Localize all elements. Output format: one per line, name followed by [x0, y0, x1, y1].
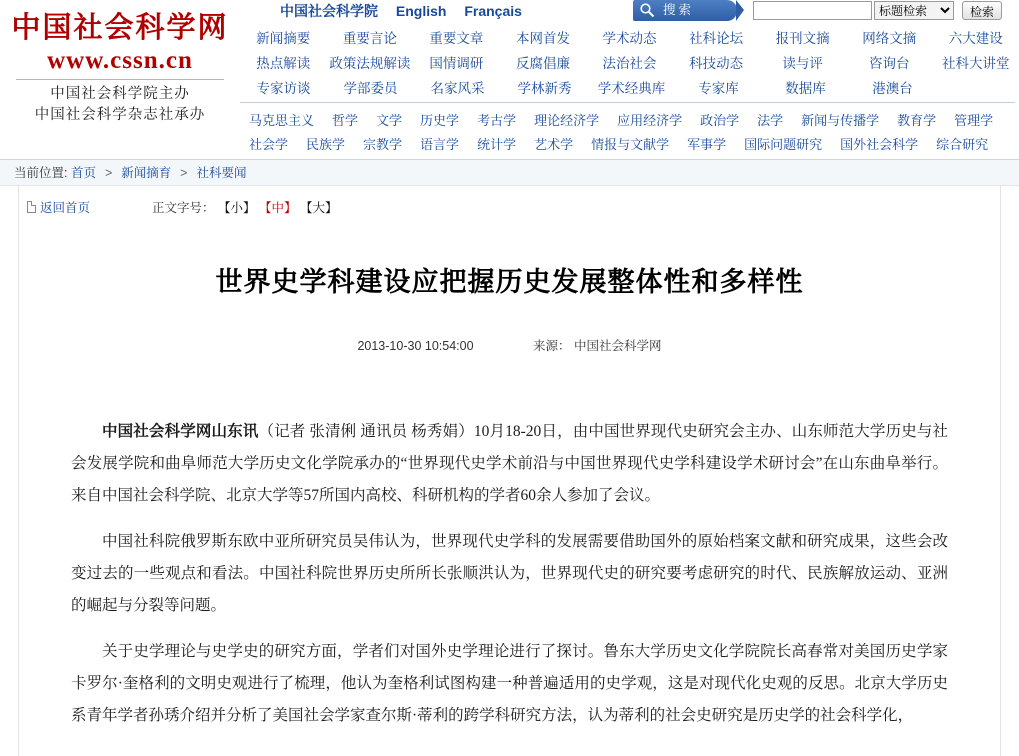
page-icon — [27, 201, 36, 213]
nav-item-expert-db[interactable]: 专家库 — [675, 77, 762, 97]
font-size-large[interactable]: 【大】 — [300, 201, 338, 215]
discipline-theoretical-economics[interactable]: 理论经济学 — [525, 110, 608, 129]
nav-item-survey[interactable]: 国情调研 — [413, 52, 500, 72]
article-dateline: 中国社会科学网山东讯 — [102, 423, 258, 440]
discipline-philosophy[interactable]: 哲学 — [323, 110, 367, 129]
font-size-label: 正文字号： — [152, 201, 215, 215]
nav-item-sci-tech[interactable]: 科技动态 — [673, 52, 760, 72]
breadcrumb — [0, 160, 1019, 186]
nav-item-interviews[interactable]: 专家访谈 — [240, 77, 327, 97]
top-utility-bar — [240, 0, 1019, 22]
site-header — [0, 0, 1019, 160]
site-logo[interactable] — [0, 0, 240, 150]
font-size-control — [152, 198, 338, 216]
discipline-comprehensive[interactable]: 综合研究 — [927, 134, 997, 153]
search-scope-select[interactable] — [874, 1, 954, 20]
discipline-linguistics[interactable]: 语言学 — [411, 134, 468, 153]
discipline-applied-economics[interactable]: 应用经济学 — [608, 110, 691, 129]
nav-item-key-articles[interactable]: 重要文章 — [413, 27, 500, 47]
article-paragraph-text: （记者 张清俐 通讯员 杨秀娟）10月18-20日，由中国世界现代史研究会主办、山东师范大学历史与社会发展学院和曲阜师范大学历史文化学院承办的“世界现代史学术前沿与中国世界现代史学科建设学术研讨会”在山东曲阜举行。来自中国社会科学院、北京大学等57所国内高校、科研机构的学者60余人参加了会议。 — [71, 423, 948, 504]
top-link-english[interactable]: English — [396, 3, 447, 19]
article-paragraph — [71, 636, 948, 732]
main-navigation — [240, 24, 1019, 155]
discipline-archaeology[interactable]: 考古学 — [468, 110, 525, 129]
article-container — [18, 186, 1001, 756]
article-paragraph-text: 中国社科院俄罗斯东欧中亚所研究员吴伟认为，世界现代史学科的发展需要借助国外的原始档案文献和研究成果，这些会改变过去的一些观点和看法。中国社科院世界历史所所长张顺洪认为，世界现代史的研究要考虑研究的时代、民族解放运动、亚洲的崛起与分裂等问题。 — [71, 533, 948, 614]
nav-item-academic-news[interactable]: 学术动态 — [586, 27, 673, 47]
logo-subtitle-1: 中国社会科学院主办 — [0, 84, 240, 105]
article-toolbar — [19, 186, 1000, 220]
nav-item-press-digest[interactable]: 报刊文摘 — [759, 27, 846, 47]
discipline-statistics[interactable]: 统计学 — [468, 134, 525, 153]
article-paragraph — [71, 526, 948, 622]
discipline-military[interactable]: 军事学 — [678, 134, 735, 153]
discipline-arts[interactable]: 艺术学 — [525, 134, 582, 153]
back-home-label: 返回首页 — [40, 198, 90, 216]
back-home-button[interactable] — [27, 198, 90, 216]
nav-item-members[interactable]: 学部委员 — [327, 77, 414, 97]
nav-item-policy[interactable]: 政策法规解读 — [327, 52, 414, 72]
discipline-row-1 — [240, 107, 1019, 131]
top-link-academy[interactable]: 中国社会科学院 — [280, 3, 378, 19]
logo-subtitle-2: 中国社会科学杂志社承办 — [0, 105, 240, 126]
search-button-label: 搜索 — [663, 3, 694, 17]
breadcrumb-separator-1: > — [101, 166, 115, 180]
nav-item-classics[interactable]: 学术经典库 — [588, 77, 675, 97]
nav-divider — [240, 102, 1015, 103]
nav-item-key-remarks[interactable]: 重要言论 — [327, 27, 414, 47]
font-size-small[interactable]: 【小】 — [218, 201, 256, 215]
nav-item-consult[interactable]: 咨询台 — [846, 52, 933, 72]
logo-url: www.cssn.cn — [0, 46, 240, 76]
discipline-journalism[interactable]: 新闻与传播学 — [792, 110, 888, 129]
search-scope-select-wrap[interactable] — [874, 1, 954, 20]
page-body — [0, 186, 1019, 756]
discipline-row-2 — [240, 131, 1019, 155]
nav-item-database[interactable]: 数据库 — [762, 77, 849, 97]
search-button[interactable] — [633, 0, 737, 21]
article-meta — [19, 336, 1000, 354]
font-size-medium[interactable]: 【中】 — [259, 201, 297, 215]
discipline-ethnology[interactable]: 民族学 — [297, 134, 354, 153]
nav-row-3 — [240, 74, 1019, 99]
search-icon — [639, 2, 655, 18]
breadcrumb-item-social-science-news[interactable]: 社科要闻 — [196, 166, 246, 180]
search-input[interactable] — [753, 1, 872, 20]
discipline-international-studies[interactable]: 国际问题研究 — [735, 134, 831, 153]
article-source-label: 来源： — [533, 339, 571, 353]
discipline-information-science[interactable]: 情报与文献学 — [582, 134, 678, 153]
nav-item-anticorruption[interactable]: 反腐倡廉 — [500, 52, 587, 72]
nav-item-legal-society[interactable]: 法治社会 — [586, 52, 673, 72]
logo-title: 中国社会科学网 — [0, 10, 240, 46]
breadcrumb-separator-2: > — [177, 166, 191, 180]
discipline-politics[interactable]: 政治学 — [691, 110, 748, 129]
breadcrumb-item-home[interactable]: 首页 — [71, 166, 96, 180]
nav-item-six-builds[interactable]: 六大建设 — [933, 27, 1019, 47]
search-submit-button[interactable]: 检索 — [962, 1, 1002, 20]
discipline-law[interactable]: 法学 — [748, 110, 792, 129]
article-source: 中国社会科学网 — [574, 339, 662, 353]
logo-divider — [16, 79, 224, 80]
page-title: 世界史学科建设应把握历史发展整体性和多样性 — [19, 262, 1000, 302]
discipline-sociology[interactable]: 社会学 — [240, 134, 297, 153]
discipline-history[interactable]: 历史学 — [411, 110, 468, 129]
nav-row-2 — [240, 49, 1019, 74]
article-paragraph-text: 关于史学理论与史学史的研究方面，学者们对国外史学理论进行了探讨。鲁东大学历史文化学院院长高春常对美国历史学家卡罗尔·奎格利的文明史观进行了梳理，他认为奎格利试图构建一种普遍适用的史学观，这是对现代化史观的反思。北京大学历史系青年学者孙琇介绍并分析了美国社会学家查尔斯·蒂利的跨学科研究方法，认为蒂利的社会史研究是历史学的社会科学化， — [71, 643, 948, 724]
discipline-education[interactable]: 教育学 — [888, 110, 945, 129]
nav-item-originals[interactable]: 本网首发 — [500, 27, 587, 47]
breadcrumb-prefix: 当前位置: — [14, 166, 67, 180]
discipline-marxism[interactable]: 马克思主义 — [240, 110, 323, 129]
nav-item-forum[interactable]: 社科论坛 — [673, 27, 760, 47]
search-arrow-icon — [736, 0, 744, 21]
discipline-foreign-social-science[interactable]: 国外社会科学 — [831, 134, 927, 153]
top-link-francais[interactable]: Français — [464, 3, 522, 19]
nav-item-masters[interactable]: 名家风采 — [414, 77, 501, 97]
nav-item-read-review[interactable]: 读与评 — [759, 52, 846, 72]
nav-item-web-digest[interactable]: 网络文摘 — [846, 27, 933, 47]
discipline-management[interactable]: 管理学 — [945, 110, 1002, 129]
article-datetime: 2013-10-30 10:54:00 — [357, 339, 473, 353]
discipline-religion[interactable]: 宗教学 — [354, 134, 411, 153]
nav-item-hk-mo-tw[interactable]: 港澳台 — [849, 77, 936, 97]
nav-item-news-digest[interactable]: 新闻摘要 — [240, 27, 327, 47]
article-paragraph — [71, 416, 948, 512]
nav-item-hot-topics[interactable]: 热点解读 — [240, 52, 327, 72]
discipline-literature[interactable]: 文学 — [367, 110, 411, 129]
nav-item-lecture-hall[interactable]: 社科大讲堂 — [933, 52, 1019, 72]
breadcrumb-item-news-digest[interactable]: 新闻摘育 — [121, 166, 171, 180]
nav-row-1 — [240, 24, 1019, 49]
nav-item-new-scholars[interactable]: 学林新秀 — [501, 77, 588, 97]
article-body — [71, 416, 948, 732]
top-language-links — [280, 1, 536, 21]
